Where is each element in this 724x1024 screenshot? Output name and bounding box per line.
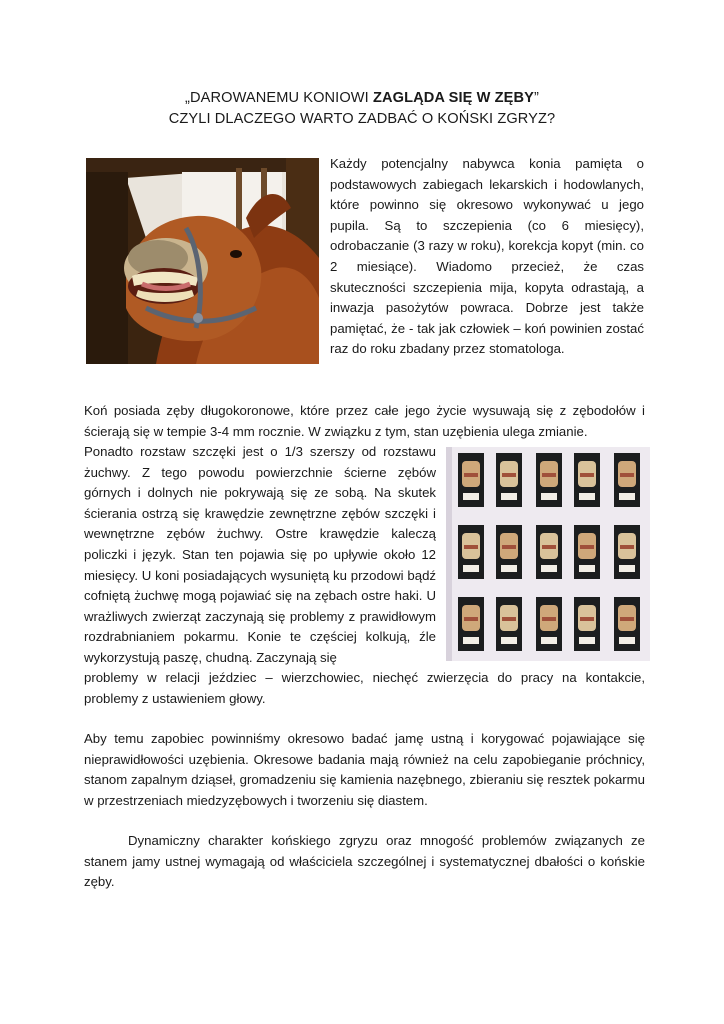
teeth-paragraph-middle: Ponadto rozstaw szczęki jest o 1/3 szerszy od rozstawu żuchwy. Z tego powodu powierzchnie ścierne zębów górnych i dolnych nie pokrywają się ze sobą. Na skutek ścierania ostrzą się krawędzie zewnętrzne zębów szczęki i wewnętrzne zębów żuchwy. Ostre krawędzie kaleczą policzki i język. Stan ten pojawia się po upływie około 12 miesięcy. U koni posiadających wysuniętą ku przodowi bądź cofniętą żuchwę mogą pojawiać się na zębach ostre haki. U wrażliwych zwierząt zaczynają się problemy z prawidłowym rozdrabnianiem pokarmu. Konie te częściej kolkują, źle wykorzystują paszę, chudną. Zaczynają się bbox=[84, 444, 436, 665]
specimen-board bbox=[536, 525, 562, 579]
closing-paragraph: Dynamiczny charakter końskiego zgryzu oraz mnogość problemów związanych ze stanem jamy ustnej wymagają od właściciela szczególnej i systematycznej dbałości o końskie zęby. bbox=[84, 833, 645, 890]
specimen-board bbox=[574, 453, 600, 507]
specimen-board bbox=[458, 453, 484, 507]
teeth-paragraph-bottom: problemy w relacji jeździec – wierzchowiec, niechęć zwierzęcia do pracy na kontakcie, problemy z ustawieniem głowy. bbox=[84, 670, 645, 706]
horse-teeth-photo bbox=[86, 158, 319, 364]
specimen-board bbox=[458, 525, 484, 579]
prevention-paragraph: Aby temu zapobiec powinniśmy okresowo badać jamę ustną i korygować pojawiające się nieprawidłowości uzębienia. Okresowe badania mają również na celu zapobieganie próchnicy, stanom zapalnym dziąseł, gromadzeniu się kamienia nazębnego, zbieraniu się resztek pokarmu w przestrzeniach miedzyzębowych i tworzeniu się diastem. bbox=[84, 731, 645, 808]
teeth-paragraph-top: Koń posiada zęby długokoronowe, które przez całe jego życie wysuwają się z zębodołów i ścierają się w tempie 3-4 mm rocznie. W związku z tym, stan uzębienia ulega zmianie. bbox=[84, 403, 645, 439]
specimen-board bbox=[458, 597, 484, 651]
specimen-board bbox=[536, 453, 562, 507]
specimen-board bbox=[496, 453, 522, 507]
title-line-1-start: „DAROWANEMU KONIOWI bbox=[185, 90, 373, 106]
intro-paragraph: Każdy potencjalny nabywca konia pamięta o podstawowych zabiegach lekarskich i hodowlanych, które powinno się okresowo wykonywać u jego pupila. Są to szczepienia (co 6 miesięcy), odrobaczanie (3 razy w roku), korekcja kopyt (min. co 2 miesiące). Wiadomo przecież, że czas skuteczności szczepienia mija, kopyta odrastają, a inwazja pasożytów powraca. Dobrze jest także pamiętać, że - tak jak człowiek – koń powinien zostać raz do roku zbadany przez stomatologa. bbox=[330, 156, 644, 357]
specimen-board bbox=[614, 525, 640, 579]
title-line-1 bbox=[60, 88, 664, 109]
page-title bbox=[60, 88, 664, 130]
specimen-board bbox=[496, 525, 522, 579]
specimen-board bbox=[536, 597, 562, 651]
specimen-board bbox=[574, 525, 600, 579]
title-line-1-end: ” bbox=[533, 90, 539, 106]
title-line-2: CZYLI DLACZEGO WARTO ZADBAĆ O KOŃSKI ZGRYZ? bbox=[168, 111, 556, 127]
specimen-board bbox=[614, 597, 640, 651]
specimen-board bbox=[614, 453, 640, 507]
teeth-specimen-display bbox=[446, 447, 650, 661]
specimen-board bbox=[574, 597, 600, 651]
title-line-1-bold: ZAGLĄDA SIĘ W ZĘBY bbox=[372, 90, 534, 106]
specimen-board bbox=[496, 597, 522, 651]
